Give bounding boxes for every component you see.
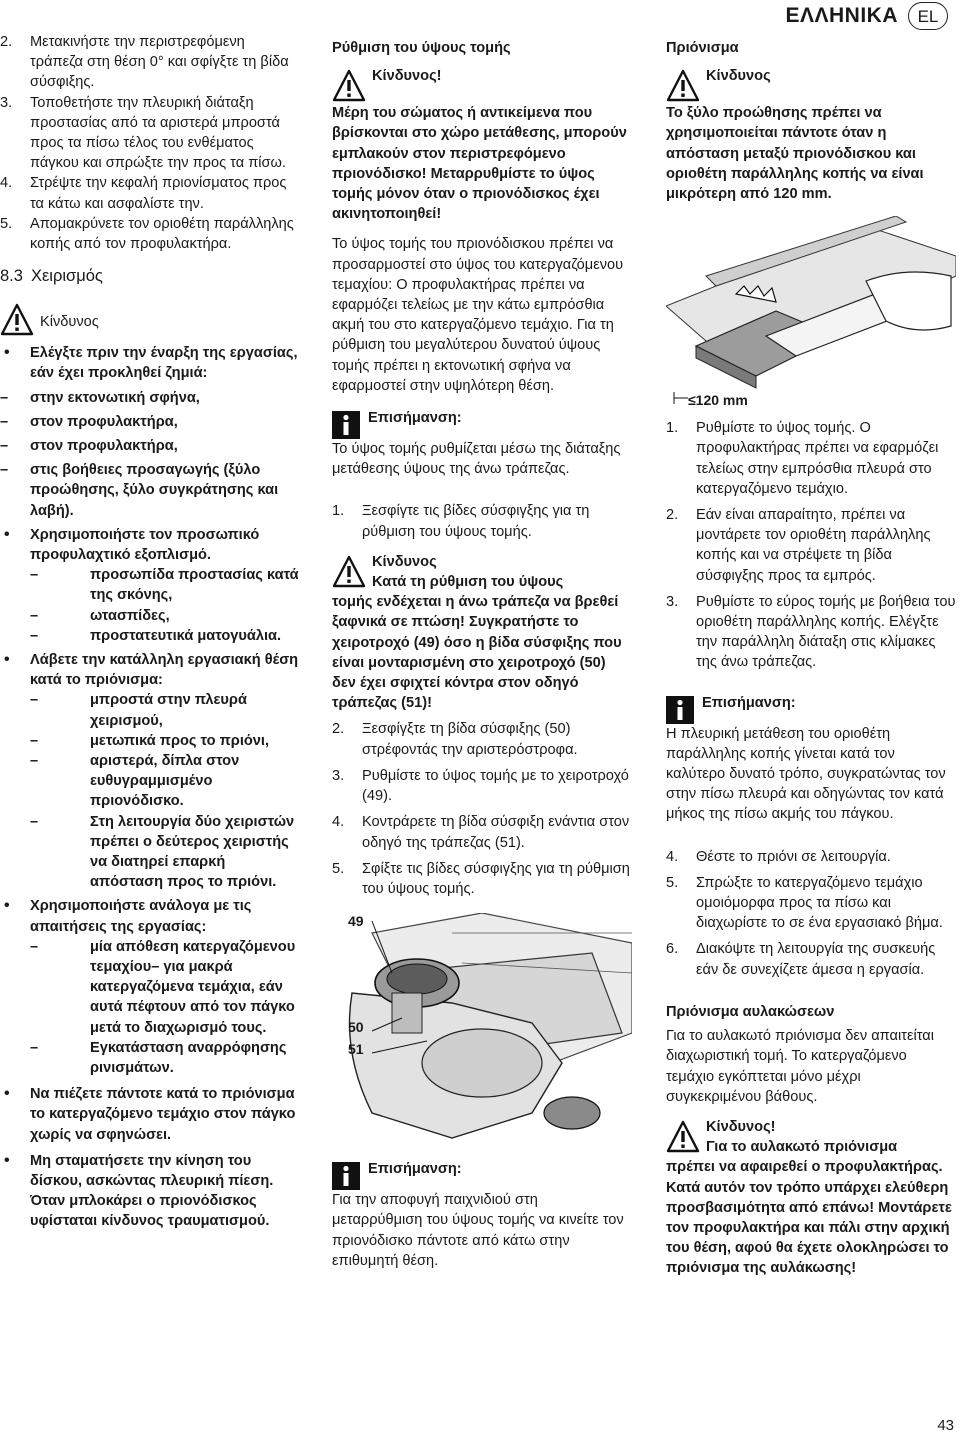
distance-label: ≤120 mm [688, 390, 748, 410]
list-item: – μία απόθεση κατεργαζόμενου τεμαχίου– για μακρά κατεργαζόμενα τεμάχια, εάν αυτά πέφτουν από τον πάγκο μετά το διαχωρισμό τους. [30, 938, 296, 1036]
danger-block [332, 552, 632, 592]
list-item: 3. Ρυθμίστε το εύρος τομής με βοήθεια του οριοθέτη παράλληλης κοπής. Ελέγξτε την παράλληλη διάταξη στις κλίμακες της άνω τράπεζας. [666, 593, 956, 671]
danger-block [666, 1117, 956, 1157]
list-item: 2. Μετακινήστε την περιστρεφόμενη τράπεζα στη θέση 0° και σφίγξτε τη βίδα σύσφιξης. [0, 34, 289, 91]
language-header [785, 2, 948, 30]
list-item: 4. Στρέψτε την κεφαλή πριονίσματος προς τα κάτω και ασφαλίστε την. [0, 175, 287, 212]
list-item: – ωτασπίδες, [30, 607, 170, 624]
list-item: • Ελέγξτε πριν την έναρξη της εργασίας, εάν έχει προκληθεί ζημιά: [4, 344, 298, 382]
list-item: • Χρησιμοποιήστε ανάλογα με τις απαιτήσεις της εργασίας: [4, 897, 252, 935]
list-item: – Εγκατάσταση αναρρόφησης ρινισμάτων. [30, 1039, 287, 1077]
list-item: 1. Ρυθμίστε το ύψος τομής. Ο προφυλακτήρας πρέπει να εφαρμόζει τελείως στην εμπρόσθια πλευρά στο κατεργαζόμενο τεμάχιο. [666, 420, 939, 497]
danger-label: Κίνδυνος [40, 314, 99, 331]
column-middle [332, 38, 632, 1271]
list-item: 4. Θέστε το πριόνι σε λειτουργία. [666, 848, 891, 865]
saw-illustration [332, 913, 632, 1145]
list-item: – Στη λειτουργία δύο χειριστών πρέπει ο δεύτερος χειριστής να διατηρεί επαρκή απόσταση προς το πριόνι. [30, 813, 295, 891]
info-icon [332, 1162, 360, 1190]
note-label: Επισήμανση: [702, 694, 796, 711]
note-label: Επισήμανση: [368, 410, 462, 427]
warning-icon [666, 69, 700, 103]
warning-icon [666, 1120, 700, 1154]
list-item: 5. Απομακρύνετε τον οριοθέτη παράλληλης κοπής από τον προφυλακτήρα. [0, 215, 294, 253]
warning-icon [0, 303, 34, 337]
paragraph: Για το αυλακωτό πριόνισμα δεν απαιτείται διαχωριστική τομή. Το κατεργαζόμενο τεμάχιο εγκόπτεται μόνο μέχρι συγκεκριμένου βάθους. [666, 1028, 934, 1105]
danger-label: Κίνδυνος [372, 553, 437, 570]
list-item: – μετωπικά προς το πριόνι, [30, 732, 270, 749]
list-item: 2. Εάν είναι απαραίτητο, πρέπει να μοντάρετε τον οριοθέτη παράλληλης κοπής και να στρέψετε τη βίδα σύσφιγξης προς τα εμπρός. [666, 507, 931, 584]
list-item: – στις βοήθειες προσαγωγής (ξύλο προώθησης, ξύλο συγκράτησης και λαβή). [0, 462, 279, 519]
list-item: • Μη σταματήσετε την κίνηση του δίσκου, ασκώντας πλευρική πίεση. Όταν μπλοκάρει ο πριονόδισκος υφίσταται κίνδυνος τραυματισμού. [4, 1151, 274, 1230]
list-item: • Χρησιμοποιήστε τον προσωπικό προφυλαχτικό εξοπλισμό. [4, 525, 260, 563]
list-item: – προσωπίδα προστασίας κατά της σκόνης, [30, 567, 299, 604]
danger-block [666, 66, 956, 103]
paragraph: Το ύψος τομής του πριονόδισκου πρέπει να προσαρμοστεί στο ύψος του κατεργαζόμενου τεμαχίου: Ο προφυλακτήρας πρέπει να εφαρμόζει τελείως με την κάτω εμπρόσθια ακμή του στο κατεργαζόμενο τεμάχιο. Για τη ρύθμιση του μεγαλύτερου δυνατού ύψους τομής πρέπει η εκτονωτική σφήνα να εφαρμοστεί στην υψηλότερη θέση. [332, 236, 624, 394]
list-item: – στην εκτονωτική σφήνα, [0, 389, 200, 406]
list-item: 4. Κοντράρετε τη βίδα σύσφιξη ενάντια στον οδηγό της τράπεζας (51). [332, 814, 630, 851]
list-item: 5. Σπρώξτε το κατεργαζόμενο τεμάχιο ομοιόμορφα προς τα πίσω και διαχωρίστε το σε ένα εργασιακό βήμα. [666, 874, 943, 932]
danger-text: πρέπει να αφαιρεθεί ο προφυλακτήρας. Κατά αυτόν τον τρόπο υπάρχει ελεύθερη προσβασιμότητα από επάνω! Μοντάρετε τον προφυλακτήρα και πάλι στην αρχική του θέση, αφού θα έχετε ολοκληρώσει το πριόνισμα της αυλάκωσης! [666, 1159, 952, 1277]
list-item: • Λάβετε την κατάλληλη εργασιακή θέση κατά το πριόνισμα: [4, 650, 299, 689]
warning-icon [332, 555, 366, 589]
section-number: 8.3 [0, 267, 23, 286]
push-stick-illustration [666, 216, 956, 414]
danger-block [0, 300, 300, 337]
warning-icon [332, 69, 366, 103]
note-text: Η πλευρική μετάθεση του οριοθέτη παράλληλης κοπής γίνεται κατά τον καλύτερο δυνατό τρόπο, συγκρατώντας τον στην πίσω πλευρά και οδηγώντας τον κατά μήκος της πίσω ακμής του πάγκου. [666, 725, 946, 823]
subsection-title: Πριόνισμα αυλακώσεων [666, 1003, 835, 1020]
language-badge: EL [908, 2, 948, 30]
note-block [666, 693, 956, 724]
danger-text: Μέρη του σώματος ή αντικείμενα που βρίσκονται στο χώρο μετάθεσης, μπορούν εμπλακούν στον περιστρεφόμενο πριονόδισκο! Μεταρρυθμίστε το ύψος τομής μόνον όταν ο πριονόδισκος έχει ακινητοποιηθεί! [332, 105, 627, 223]
list-item: 6. Διακόψτε τη λειτουργία της συσκευής εάν δε συνεχίζετε άμεσα η εργασία. [666, 941, 936, 978]
note-label: Επισήμανση: [368, 1161, 462, 1178]
section-title: Χειρισμός [30, 267, 103, 286]
note-text: Για την αποφυγή παιχνιδιού στη μεταρρύθμιση του ύψους τομής να κινείτε τον πριονόδισκο πάντοτε από κάτω στην επιθυμητή θέση. [332, 1192, 624, 1269]
label-49: 49 [348, 913, 364, 930]
danger-text-line1: Για το αυλακωτό πριόνισμα [706, 1139, 898, 1156]
list-item: – μπροστά στην πλευρά χειρισμού, [30, 692, 247, 729]
danger-label: Κίνδυνος! [372, 68, 442, 85]
list-item: – αριστερά, δίπλα στον ευθυγραμμισμένο πριονόδισκο. [30, 752, 240, 810]
note-text: Το ύψος τομής ρυθμίζεται μέσω της διάταξης μετάθεσης ύψους της άνω τράπεζας. [332, 441, 621, 478]
section-heading [0, 266, 300, 286]
danger-label: Κίνδυνος [706, 68, 771, 85]
column-right [666, 38, 956, 1279]
list-item: 1. Ξεσφίγτε τις βίδες σύσφιγξης για τη ρύθμιση του ύψους τομής. [332, 503, 590, 540]
figure-push-stick [666, 216, 956, 414]
section-title: Πριόνισμα [666, 40, 739, 56]
note-block [332, 1159, 632, 1190]
list-item: • Να πιέζετε πάντοτε κατά το πριόνισμα το κατεργαζόμενο τεμάχιο στον πάγκο χωρίς να σφηνώσει. [4, 1085, 296, 1143]
list-item: – στον προφυλακτήρα, [0, 413, 178, 430]
list-item: 5. Σφίξτε τις βίδες σύσφιγξης για τη ρύθμιση του ύψους τομής. [332, 860, 630, 897]
list-item: – στον προφυλακτήρα, [0, 437, 178, 454]
note-block [332, 408, 632, 439]
section-title: Ρύθμιση του ύψους τομής [332, 40, 511, 56]
list-item: 3. Τοποθετήστε την πλευρική διάταξη προστασίας από τα αριστερά μπροστά προς τα πίσω τέλος του ενθέματος πάγκου και σπρώξτε την προς τα πίσω. [0, 94, 286, 172]
figure-height-adjustment [332, 913, 632, 1145]
page-number: 43 [937, 1416, 954, 1434]
list-item: 3. Ρυθμίστε το ύψος τομής με το χειροτροχό (49). [332, 767, 629, 805]
list-item: – προστατευτικά ματογυάλια. [30, 627, 282, 644]
info-icon [332, 411, 360, 439]
danger-text: τομής ενδέχεται η άνω τράπεζα να βρεθεί ξαφνικά σε πτώση! Συγκρατήστε το χειροτροχό (49) όσο η βίδα σύσφιξης που είναι μονταρισμένη στο χειροτροχό (50) δεν έχει σφιχτεί κόντρα στον οδηγό τράπεζας (51)! [332, 594, 622, 712]
danger-text-line1: Κατά τη ρύθμιση του ύψους [372, 574, 564, 591]
danger-label: Κίνδυνος! [706, 1118, 776, 1135]
danger-block [332, 66, 632, 103]
label-51: 51 [348, 1041, 364, 1058]
label-50: 50 [348, 1019, 364, 1036]
list-item: 2. Ξεσφίγξτε τη βίδα σύσφιξης (50) στρέφοντάς την αριστερόστροφα. [332, 721, 578, 758]
language-title: ΕΛΛΗΝΙΚΑ [785, 3, 898, 27]
info-icon [666, 696, 694, 724]
danger-text: Το ξύλο προώθησης πρέπει να χρησιμοποιείται πάντοτε όταν η απόσταση μεταξύ πριονόδισκου και οριοθέτη παράλληλης κοπής να είναι μικρότερη από 120 mm. [666, 105, 924, 203]
column-left [0, 32, 300, 1232]
